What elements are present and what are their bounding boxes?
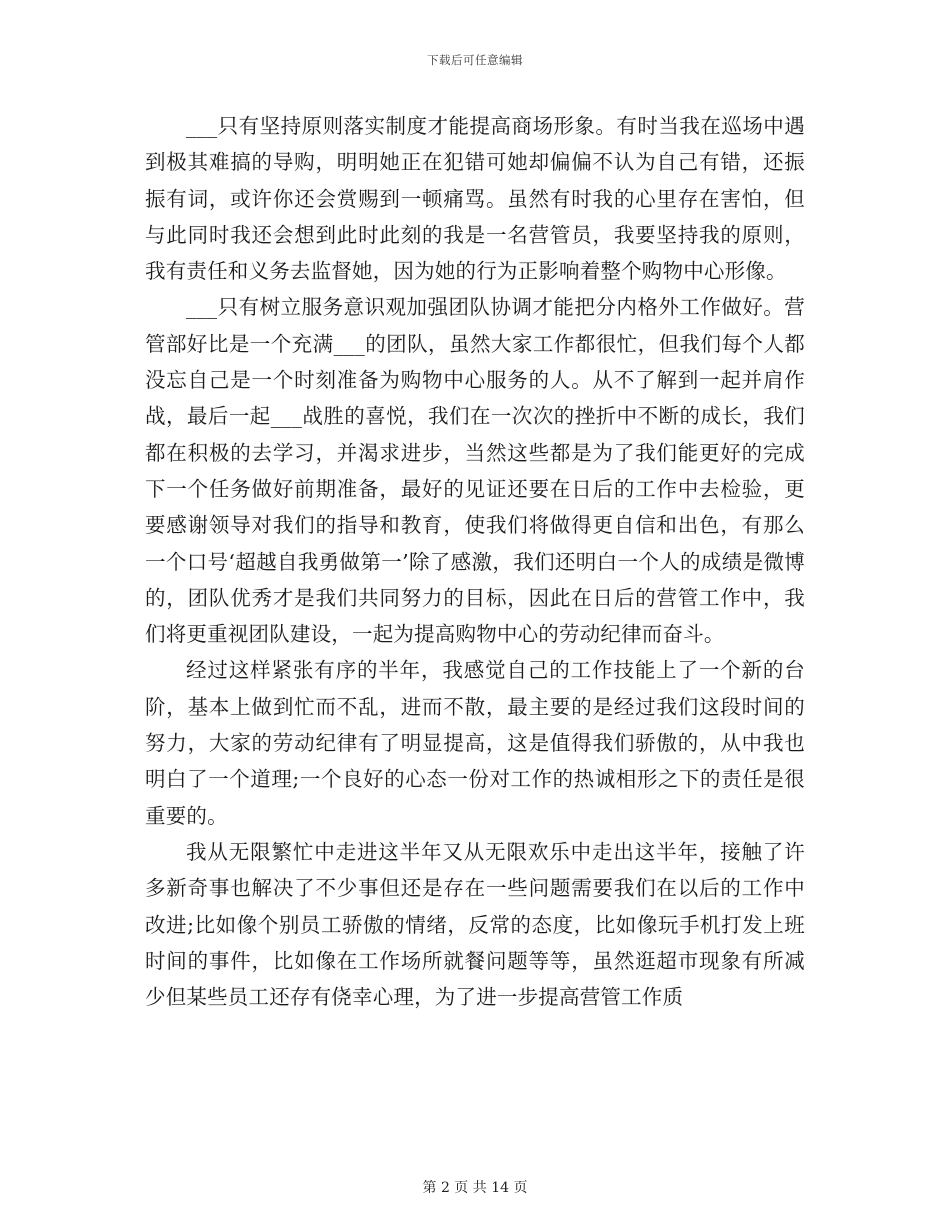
paragraph-2: ___只有树立服务意识观加强团队协调才能把分内格外工作做好。营管部好比是一个充满___的团队，虽然大家工作都很忙，但我们每个人都没忘自己是一个时刻准备为购物中心服务的人。从不了解到一起并肩作战，最后一起___战胜的喜悦，我们在一次次的挫折中不断的成长，我们都在积极的去学习，并渴求进步，当然这些都是为了我们能更好的完成下一个任务做好前期准备，最好的见证还要在日后的工作中去检验，更要感谢领导对我们的指导和教育，使我们将做得更自信和出色，有那么一个口号‘超越自我勇做第一’除了感激，我们还明白一个人的成绩是微博的，团队优秀才是我们共同努力的目标，因此在日后的营管工作中，我们将更重视团队建设，一起为提高购物中心的劳动纪律而奋斗。: [145, 295, 805, 647]
page-number: 第 2 页 共 14 页: [422, 1180, 528, 1196]
document-body: [145, 108, 805, 1015]
paragraph-4: 我从无限繁忙中走进这半年又从无限欢乐中走出这半年，接触了许多新奇事也解决了不少事但还是存在一些问题需要我们在以后的工作中改进;比如像个别员工骄傲的情绪，反常的态度，比如像玩手机打发上班时间的事件，比如像在工作场所就餐问题等等，虽然逛超市现象有所减少但某些员工还存有侥幸心理，为了进一步提高营管工作质: [145, 839, 805, 1010]
paragraph-3: 经过这样紧张有序的半年，我感觉自己的工作技能上了一个新的台阶，基本上做到忙而不乱，进而不散，最主要的是经过我们这段时间的努力，大家的劳动纪律有了明显提高，这是值得我们骄傲的，从中我也明白了一个道理;一个良好的心态一份对工作的热诚相形之下的责任是很重要的。: [145, 658, 805, 828]
paragraph-1: ___只有坚持原则落实制度才能提高商场形象。有时当我在巡场中遇到极其难搞的导购，明明她正在犯错可她却偏偏不认为自己有错，还振振有词，或许你还会赏赐到一顿痛骂。虽然有时我的心里存在害怕，但与此同时我还会想到此时此刻的我是一名营管员，我要坚持我的原则，我有责任和义务去监督她，因为她的行为正影响着整个购物中心形像。: [145, 114, 805, 284]
page-header: 下载后可任意编辑: [427, 53, 523, 67]
